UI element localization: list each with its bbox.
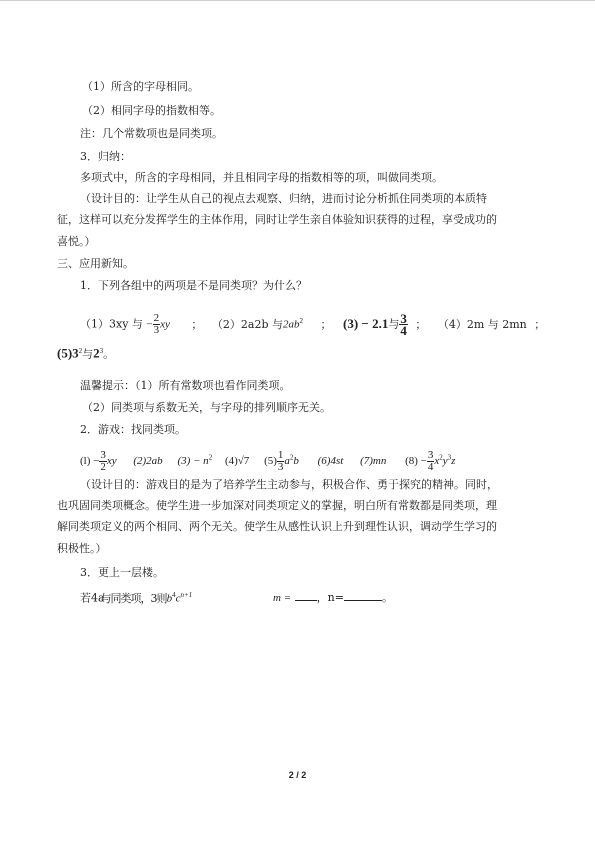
text-line: 3．归纳： bbox=[80, 150, 131, 163]
text-line: 积极性。） bbox=[57, 542, 107, 555]
game-item-2: (2)2ab bbox=[133, 454, 163, 467]
q3-exp1: 4 bbox=[172, 591, 176, 599]
q1-b-prefix: （2）2a2b 与 bbox=[211, 317, 283, 331]
text-line: 也巩固同类项概念。使学生进一步加深对同类项定义的掌握，明白所有常数都是同类项，理 bbox=[57, 499, 497, 512]
q1-e-with: 与 bbox=[82, 347, 94, 361]
q1-e-exp1: 2 bbox=[78, 347, 83, 355]
q3-c: c bbox=[175, 592, 181, 605]
game-item-4: (4)√7 bbox=[224, 454, 250, 467]
text-line: 喜悦。） bbox=[57, 235, 96, 248]
q3-term: b bbox=[166, 592, 173, 605]
text-line: 解同类项定义的两个相同、两个无关。使学生从感性认识上升到理性认识，调动学生学习的 bbox=[57, 520, 497, 533]
q1-a-var: xy bbox=[160, 318, 170, 331]
game-item-8: (8) − $\frac{3}{4}$ $x^2y^3z$ bbox=[405, 448, 456, 473]
separator: ； bbox=[191, 317, 203, 331]
text-line: 3．更上一层楼。 bbox=[80, 566, 164, 579]
question-row bbox=[57, 344, 114, 362]
game-item-6: (6)4st bbox=[317, 454, 344, 467]
text-line: （1）所含的字母相同。 bbox=[82, 80, 199, 93]
header-rule bbox=[0, 0, 595, 1]
q1-b-term: 2ab bbox=[283, 318, 300, 331]
question-row bbox=[80, 588, 192, 606]
text-line: 1．下列各组中的两项是不是同类项？为什么？ bbox=[80, 279, 307, 292]
text-line: 多项式中，所含的字母相同，并且相同字母的指数相等的项，叫做同类项。 bbox=[80, 171, 443, 184]
minus-sign: − bbox=[146, 318, 153, 331]
text-line: （设计目的：游戏目的是为了培养学生主动参与，积极合作、勇于探究的精神。同时， bbox=[80, 478, 498, 491]
text-line: （2）同类项与系数无关，与字母的排列顺序无关。 bbox=[82, 401, 331, 414]
text-line: 三、应用新知。 bbox=[57, 257, 134, 270]
question-row bbox=[80, 304, 545, 338]
q1-a-prefix: （1）3xy 与 bbox=[80, 317, 143, 331]
q3-exp2: n+1 bbox=[180, 591, 193, 599]
game-item-1: (l) − $\frac{3}{2}$ xy bbox=[80, 448, 117, 473]
text-line: 征，这样可以充分发挥学生的主体作用，同时让学生亲自体验知识获得的过程，享受成功的 bbox=[57, 213, 497, 226]
game-item-7: (7)mn bbox=[360, 454, 387, 467]
q1-c-prefix: (3) − 2.1 bbox=[343, 315, 389, 331]
fraction-three-quarters: $\frac{3}{4}$ bbox=[400, 311, 407, 339]
game-item-5: (5) $\frac{1}{3}$ $a^2b$ bbox=[264, 448, 299, 473]
m-blank[interactable] bbox=[295, 590, 317, 601]
q3-overlap-text: 与同类项，3则 bbox=[100, 591, 167, 605]
m-label: m = bbox=[273, 592, 292, 604]
q1-e-exp2: 3 bbox=[99, 347, 104, 355]
q1-d-text: （4）2m 与 2mn bbox=[437, 317, 527, 331]
text-line: 注：几个常数项也是同类项。 bbox=[80, 127, 223, 140]
text-line: 温馨提示：（1）所有常数项也看作同类项。 bbox=[80, 379, 291, 392]
text-line: （2）相同字母的指数相等。 bbox=[82, 104, 221, 117]
separator: ； bbox=[415, 317, 427, 331]
separator: ； bbox=[534, 317, 546, 331]
fraction-two-thirds: $\frac{2}{3}$ bbox=[153, 312, 160, 337]
game-row bbox=[80, 440, 455, 474]
q3-end: 。 bbox=[381, 591, 393, 604]
text-line: 2．游戏：找同类项。 bbox=[80, 423, 186, 436]
q1-e-base1: (5)3 bbox=[57, 345, 79, 361]
page-number: 2 / 2 bbox=[288, 770, 307, 780]
q1-c-with: 与 bbox=[388, 317, 400, 331]
separator: ； bbox=[320, 317, 332, 331]
q3-prefix: 若4a bbox=[80, 591, 105, 605]
answer-row bbox=[273, 590, 393, 605]
n-label: ，n= bbox=[316, 591, 344, 604]
game-item-3: $(3) - n^2$ bbox=[177, 453, 213, 467]
text-line: （设计目的：让学生从自己的视点去观察、归纳，进而讨论分析抓住同类项的本质特 bbox=[80, 192, 487, 205]
q1-b-exp: 2 bbox=[299, 317, 303, 325]
n-blank[interactable] bbox=[344, 590, 382, 601]
q1-e-end: 。 bbox=[103, 347, 115, 361]
q1-e-base2: 2 bbox=[93, 345, 100, 361]
